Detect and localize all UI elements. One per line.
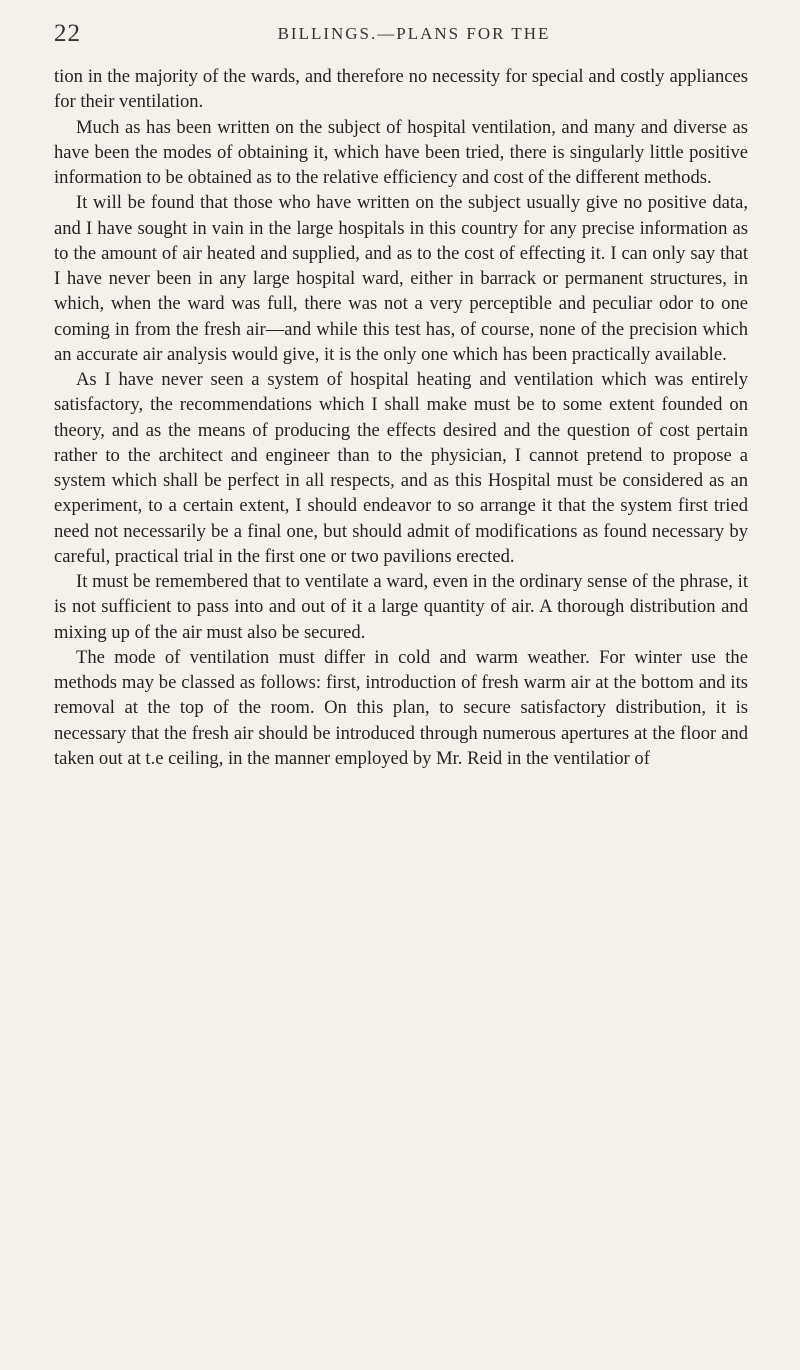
paragraph: It will be found that those who have written on the subject usually give no positive data, and I have sought in vain in the large hospitals in this country for any precise information as to the amount of air heated and supplied, and as to the cost of effecting it. I can only say that I have never been in any large hospital ward, either in barrack or permanent structures, in which, when the ward was full, there was not a very perceptible and peculiar odor to one coming in from the fresh air—and while this test has, of course, none of the precision which an accurate air analysis would give, it is the only one which has been practically available.: [54, 192, 748, 365]
page-number: 22: [54, 20, 81, 47]
paragraph: tion in the majority of the wards, and therefore no necessity for special and costly appliances for their ventilation.: [54, 66, 748, 113]
running-head: BILLINGS.—PLANS FOR THE: [277, 24, 551, 43]
body-text: [54, 64, 748, 771]
page-header: [54, 20, 754, 50]
paragraph: The mode of ventilation must differ in cold and warm weather. For winter use the methods may be classed as follows: first, introduction of fresh warm air at the bottom and its removal at the top of the room. On this plan, to secure satisfactory distribution, it is necessary that the fresh air should be introduced through numerous apertures at the floor and taken out at t.e ceiling, in the manner employed by Mr. Reid in the ventilatior of: [54, 646, 748, 769]
paragraph: It must be remembered that to ventilate a ward, even in the ordinary sense of the phrase, it is not sufficient to pass into and out of it a large quantity of air. A thorough distribution and mixing up of the air must also be secured.: [54, 571, 748, 643]
paragraph: Much as has been written on the subject of hospital ventilation, and many and diverse as have been the modes of obtaining it, which have been tried, there is singularly little positive information to be obtained as to the relative efficiency and cost of the different methods.: [54, 116, 748, 188]
paragraph: As I have never seen a system of hospital heating and ventilation which was entirely satisfactory, the recommendations which I shall make must be to some extent founded on theory, and as the means of producing the effects desired and the question of cost pertain rather to the architect and engineer than to the physician, I cannot pretend to propose a system which shall be perfect in all respects, and as this Hospital must be considered as an experiment, to a certain extent, I should endeavor to so arrange it that the system first tried need not necessarily be a final one, but should admit of modifications as found necessary by careful, practical trial in the first one or two pavilions erected.: [54, 369, 748, 567]
